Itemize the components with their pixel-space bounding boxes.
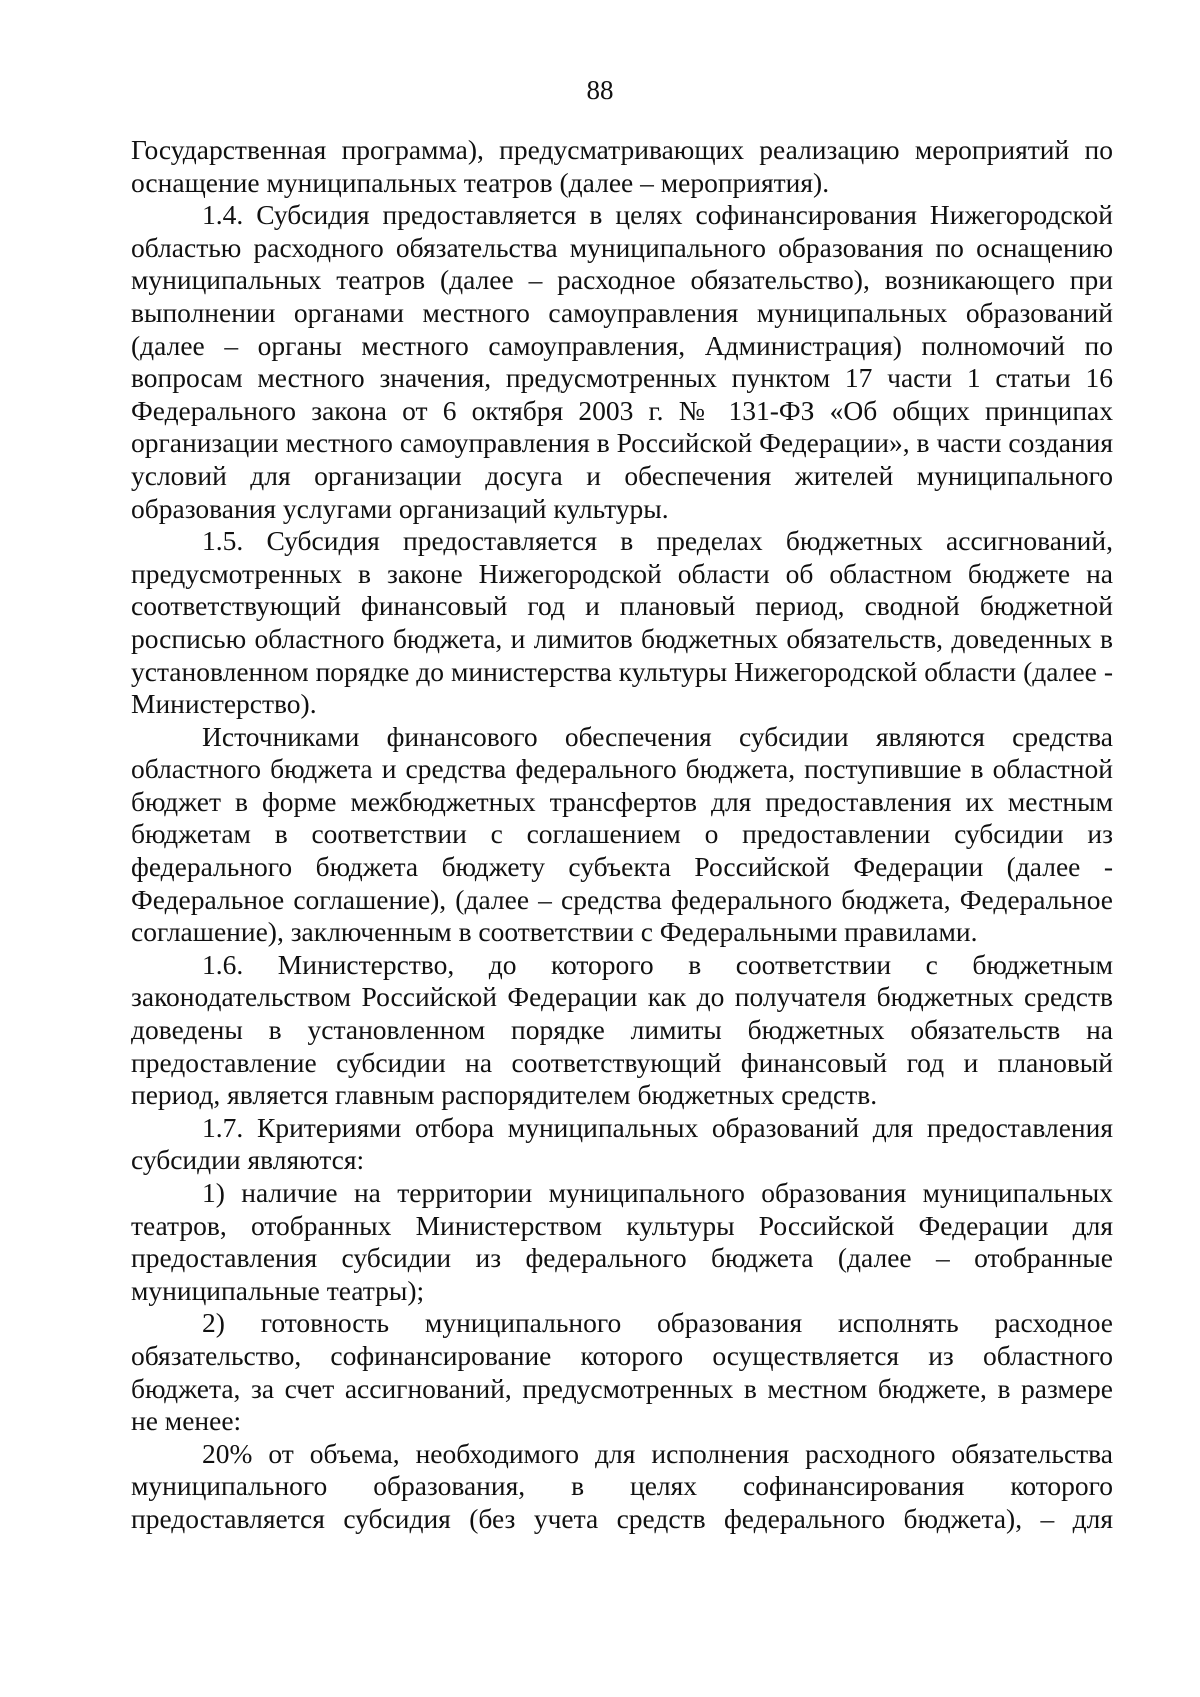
criterion-1: 1) наличие на территории муниципального образования муниципальных театров, отобранных Министерством культуры Российской Федерации для предоставления субсидии из федерального бюджета (далее – отобранные муниципальные театры); [131,1177,1113,1306]
paragraph-program-continuation: Государственная программа), предусматривающих реализацию мероприятий по оснащение муниципальных театров (далее – мероприятия). [131,134,1113,198]
paragraph-20-percent: 20% от объема, необходимого для исполнения расходного обязательства муниципального образования, в целях софинансирования которого предоставляется субсидия (без учета средств федерального бюджета), – для [131,1437,1113,1534]
document-body [131,134,1113,1536]
criterion-2: 2) готовность муниципального образования исполнять расходное обязательство, софинансирование которого осуществляется из областного бюджета, за счет ассигнований, предусмотренных в местном бюджете, в размере не менее: [131,1307,1113,1437]
paragraph-1-7: 1.7. Критериями отбора муниципальных образований для предоставления субсидии являются: [131,1111,1113,1176]
paragraph-1-5: 1.5. Субсидия предоставляется в пределах бюджетных ассигнований, предусмотренных в законе Нижегородской области об областном бюджете на соответствующий финансовый год и плановый период, сводной бюджетной росписью областного бюджета, и лимитов бюджетных обязательств, доведенных в установленном порядке до министерства культуры Нижегородской области (далее - Министерство). [131,525,1113,720]
page-number: 88 [586,75,614,105]
paragraph-1-4: 1.4. Субсидия предоставляется в целях софинансирования Нижегородской областью расходного обязательства муниципального образования по оснащению муниципальных театров (далее – расходное обязательство), возникающего при выполнении органами местного самоуправления муниципальных образований (далее – органы местного самоуправления, Администрация) полномочий по вопросам местного значения, предусмотренных пунктом 17 части 1 статьи 16 Федерального закона от 6 октября 2003 г. № 131-ФЗ «Об общих принципах организации местного самоуправления в Российской Федерации», в части создания условий для организации досуга и обеспечения жителей муниципального образования услугами организаций культуры. [131,199,1113,524]
paragraph-1-6: 1.6. Министерство, до которого в соответствии с бюджетным законодательством Российской Федерации как до получателя бюджетных средств доведены в установленном порядке лимиты бюджетных обязательств на предоставление субсидии на соответствующий финансовый год и плановый период, является главным распорядителем бюджетных средств. [131,948,1113,1111]
paragraph-funding-sources: Источниками финансового обеспечения субсидии являются средства областного бюджета и средства федерального бюджета, поступившие в областной бюджет в форме межбюджетных трансфертов для предоставления их местным бюджетам в соответствии с соглашением о предоставлении субсидии из федерального бюджета бюджету субъекта Российской Федерации (далее - Федеральное соглашение), (далее – средства федерального бюджета, Федеральное соглашение), заключенным в соответствии с Федеральными правилами. [131,720,1113,948]
